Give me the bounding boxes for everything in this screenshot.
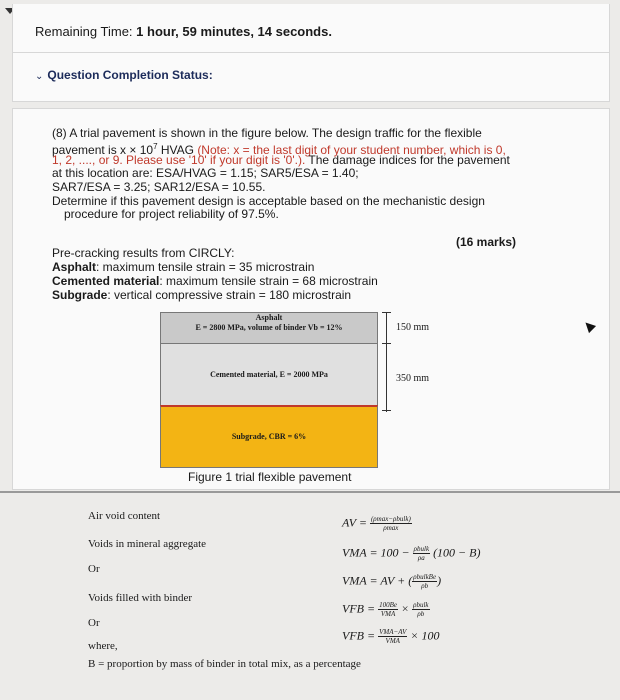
vma2-rhs: ) bbox=[437, 573, 442, 588]
vfb2-den: VMA bbox=[385, 637, 400, 645]
vfb-formula bbox=[342, 601, 430, 618]
q-l2a: pavement is x × 10 bbox=[52, 143, 154, 157]
q-l3b: The damage indices for the pavement bbox=[305, 153, 510, 167]
av-num: (ρmax−ρbulk) bbox=[370, 515, 411, 523]
vma-frac bbox=[413, 545, 430, 562]
b-definition: B = proportion by mass of binder in total mix, as a percentage bbox=[88, 658, 361, 670]
or-label-2: Or bbox=[88, 617, 100, 629]
precrack-cemented bbox=[52, 275, 378, 288]
ps-label: Subgrade bbox=[52, 288, 108, 302]
vfb-den2: ρb bbox=[417, 610, 425, 618]
vma-num: ρbulk bbox=[413, 545, 430, 553]
av-den: ρmax bbox=[383, 524, 399, 532]
q-l2b: HVAG bbox=[157, 143, 198, 157]
asphalt-layer bbox=[160, 312, 378, 344]
precrack-subgrade bbox=[52, 289, 351, 302]
vma-label: Voids in mineral aggregate bbox=[88, 538, 207, 550]
figure-caption: Figure 1 trial flexible pavement bbox=[188, 470, 352, 484]
question-line-1: (8) A trial pavement is shown in the figure below. The design traffic for the flexible bbox=[52, 126, 482, 140]
precrack-title: Pre-cracking results from CIRCLY: bbox=[52, 246, 235, 260]
vfb-den1: VMA bbox=[380, 610, 396, 618]
divider bbox=[0, 491, 620, 493]
timer-value: 1 hour, 59 minutes, 14 seconds. bbox=[136, 24, 332, 39]
subgrade-layer: Subgrade, CBR = 6% bbox=[160, 405, 378, 468]
vfb-times: × bbox=[400, 601, 410, 616]
ps-text: : vertical compressive strain = 180 microstrain bbox=[107, 288, 352, 302]
marks: (16 marks) bbox=[456, 235, 517, 249]
av-lhs: AV = bbox=[342, 515, 367, 530]
question-line-6: Determine if this pavement design is acceptable based on the mechanistic design bbox=[52, 194, 485, 208]
vfb-num1: 100Be bbox=[379, 601, 397, 609]
status-label: Question Completion Status: bbox=[47, 68, 213, 82]
vfb2-formula bbox=[342, 628, 440, 645]
vfb-lhs: VFB = bbox=[342, 601, 376, 616]
status-panel[interactable] bbox=[12, 52, 610, 102]
dim-tick-bottom bbox=[382, 410, 391, 411]
vfb-frac-2 bbox=[412, 601, 429, 618]
vma2-frac bbox=[412, 573, 437, 590]
where-label: where, bbox=[88, 640, 118, 652]
chevron-down-icon[interactable]: ⌄ bbox=[35, 71, 44, 82]
question-line-4: at this location are: ESA/HVAG = 1.15; SAR5/ESA = 1.40; bbox=[52, 166, 359, 180]
vma-rhs: (100 − B) bbox=[433, 545, 481, 560]
pa-label: Asphalt bbox=[52, 260, 97, 274]
dim-label-150: 150 mm bbox=[396, 322, 430, 333]
vma-den: ρa bbox=[417, 554, 425, 562]
pa-text: : maximum tensile strain = 35 microstrain bbox=[96, 260, 315, 274]
timer-panel bbox=[12, 4, 610, 53]
cemented-layer: Cemented material, E = 2000 MPa bbox=[160, 343, 378, 407]
av-formula bbox=[342, 515, 412, 532]
pc-text: : maximum tensile strain = 68 microstrain bbox=[159, 274, 378, 288]
vfb2-num: VMA−AV bbox=[379, 628, 407, 636]
dim-tick-mid bbox=[382, 343, 391, 344]
remaining-time bbox=[35, 24, 332, 39]
vma-lhs: VMA = 100 − bbox=[342, 545, 410, 560]
vma-formula bbox=[342, 545, 480, 562]
vfb2-lhs: VFB = bbox=[342, 628, 376, 643]
q-l2red: (Note: x = the last digit of your student number, which is 0, bbox=[197, 143, 506, 157]
question-line-5: SAR7/ESA = 3.25; SAR12/ESA = 10.55. bbox=[52, 180, 266, 194]
av-frac bbox=[370, 515, 412, 532]
asphalt-props: E = 2800 MPa, volume of binder Vb = 12% bbox=[195, 323, 343, 332]
vma2-formula bbox=[342, 573, 441, 590]
pc-label: Cemented material bbox=[52, 274, 160, 288]
asphalt-title: Asphalt bbox=[255, 313, 283, 322]
vfb-label: Voids filled with binder bbox=[88, 592, 192, 604]
q-l3red: 1, 2, ...., or 9. Please use '10' if your digit is '0'.). bbox=[52, 153, 306, 167]
dim-tick-top bbox=[382, 312, 391, 313]
vfb2-rhs: × 100 bbox=[410, 628, 440, 643]
timer-label: Remaining Time: bbox=[35, 24, 133, 39]
vfb-num2: ρbulk bbox=[413, 601, 429, 609]
q-l2sup: 7 bbox=[153, 142, 158, 151]
precrack-asphalt bbox=[52, 261, 314, 274]
vfb2-frac bbox=[378, 628, 407, 645]
vfb-frac-1 bbox=[378, 601, 398, 618]
dim-label-350: 350 mm bbox=[396, 373, 430, 384]
question-line-7: procedure for project reliability of 97.5%. bbox=[64, 207, 279, 221]
vma2-num: ρbulkBe bbox=[413, 573, 437, 581]
vma2-den: ρb bbox=[421, 582, 429, 590]
question-completion-status[interactable] bbox=[35, 68, 213, 82]
air-void-label: Air void content bbox=[88, 510, 161, 522]
dimension-line bbox=[386, 312, 387, 412]
or-label-1: Or bbox=[88, 563, 100, 575]
vma2-lhs: VMA = AV + ( bbox=[342, 573, 413, 588]
